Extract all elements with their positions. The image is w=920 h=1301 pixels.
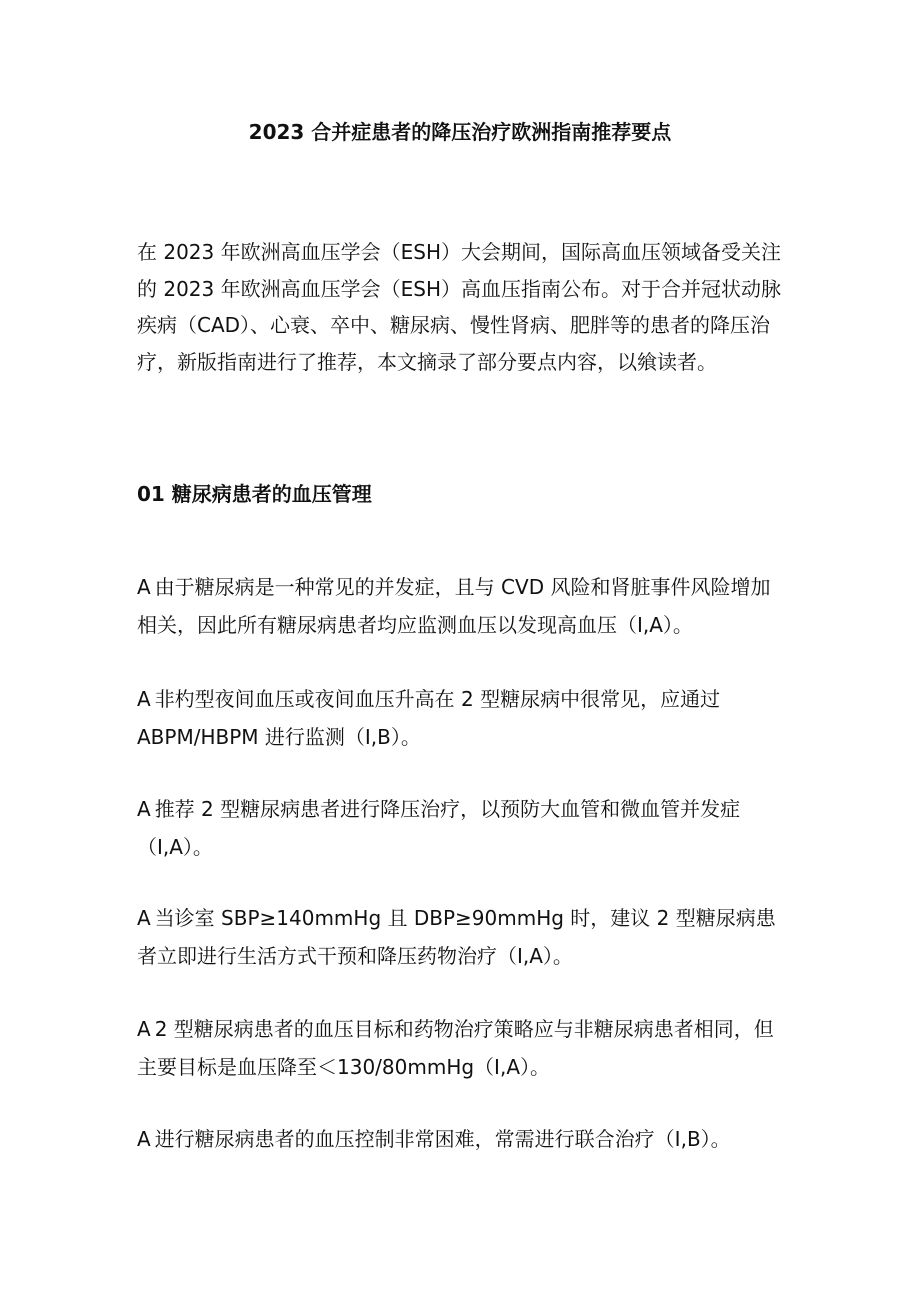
bullet-marker: A — [137, 687, 151, 711]
bullet-text: 非杓型夜间血压或夜间血压升高在 2 型糖尿病中很常见，应通过 ABPM/HBPM 进行监测（I,B）。 — [137, 687, 721, 749]
bullet-item — [137, 680, 787, 756]
bullet-text: 2 型糖尿病患者的血压目标和药物治疗策略应与非糖尿病患者相同，但主要目标是血压降至＜130/80mmHg（I,A）。 — [137, 1017, 774, 1079]
bullet-marker: A — [137, 797, 151, 821]
bullet-item — [137, 1010, 787, 1086]
bullet-marker: A — [137, 1017, 151, 1041]
bullet-marker: A — [137, 1127, 151, 1151]
bullet-text: 进行糖尿病患者的血压控制非常困难，常需进行联合治疗（I,B）。 — [154, 1127, 731, 1151]
bullet-item — [137, 568, 787, 644]
bullet-item — [137, 1120, 787, 1158]
bullet-item — [137, 790, 787, 866]
bullet-text: 由于糖尿病是一种常见的并发症，且与 CVD 风险和肾脏事件风险增加相关，因此所有糖尿病患者均应监测血压以发现高血压（I,A）。 — [137, 575, 771, 637]
bullet-marker: A — [137, 575, 151, 599]
bullet-marker: A — [137, 906, 151, 930]
bullet-text: 推荐 2 型糖尿病患者进行降压治疗，以预防大血管和微血管并发症（I,A）。 — [137, 797, 741, 859]
document-title: 2023 合并症患者的降压治疗欧洲指南推荐要点 — [248, 120, 672, 144]
intro-paragraph: 在 2023 年欧洲高血压学会（ESH）大会期间，国际高血压领域备受关注的 2023 年欧洲高血压学会（ESH）高血压指南公布。对于合并冠状动脉疾病（CAD）、心衰、卒中、糖尿病、慢性肾病、肥胖等的患者的降压治疗，新版指南进行了推荐，本文摘录了部分要点内容，以飨读者。 — [137, 240, 781, 374]
section-heading: 01 糖尿病患者的血压管理 — [137, 482, 372, 506]
bullet-item — [137, 899, 787, 975]
bullet-text: 当诊室 SBP≥140mmHg 且 DBP≥90mmHg 时，建议 2 型糖尿病患者立即进行生活方式干预和降压药物治疗（I,A）。 — [137, 906, 776, 968]
